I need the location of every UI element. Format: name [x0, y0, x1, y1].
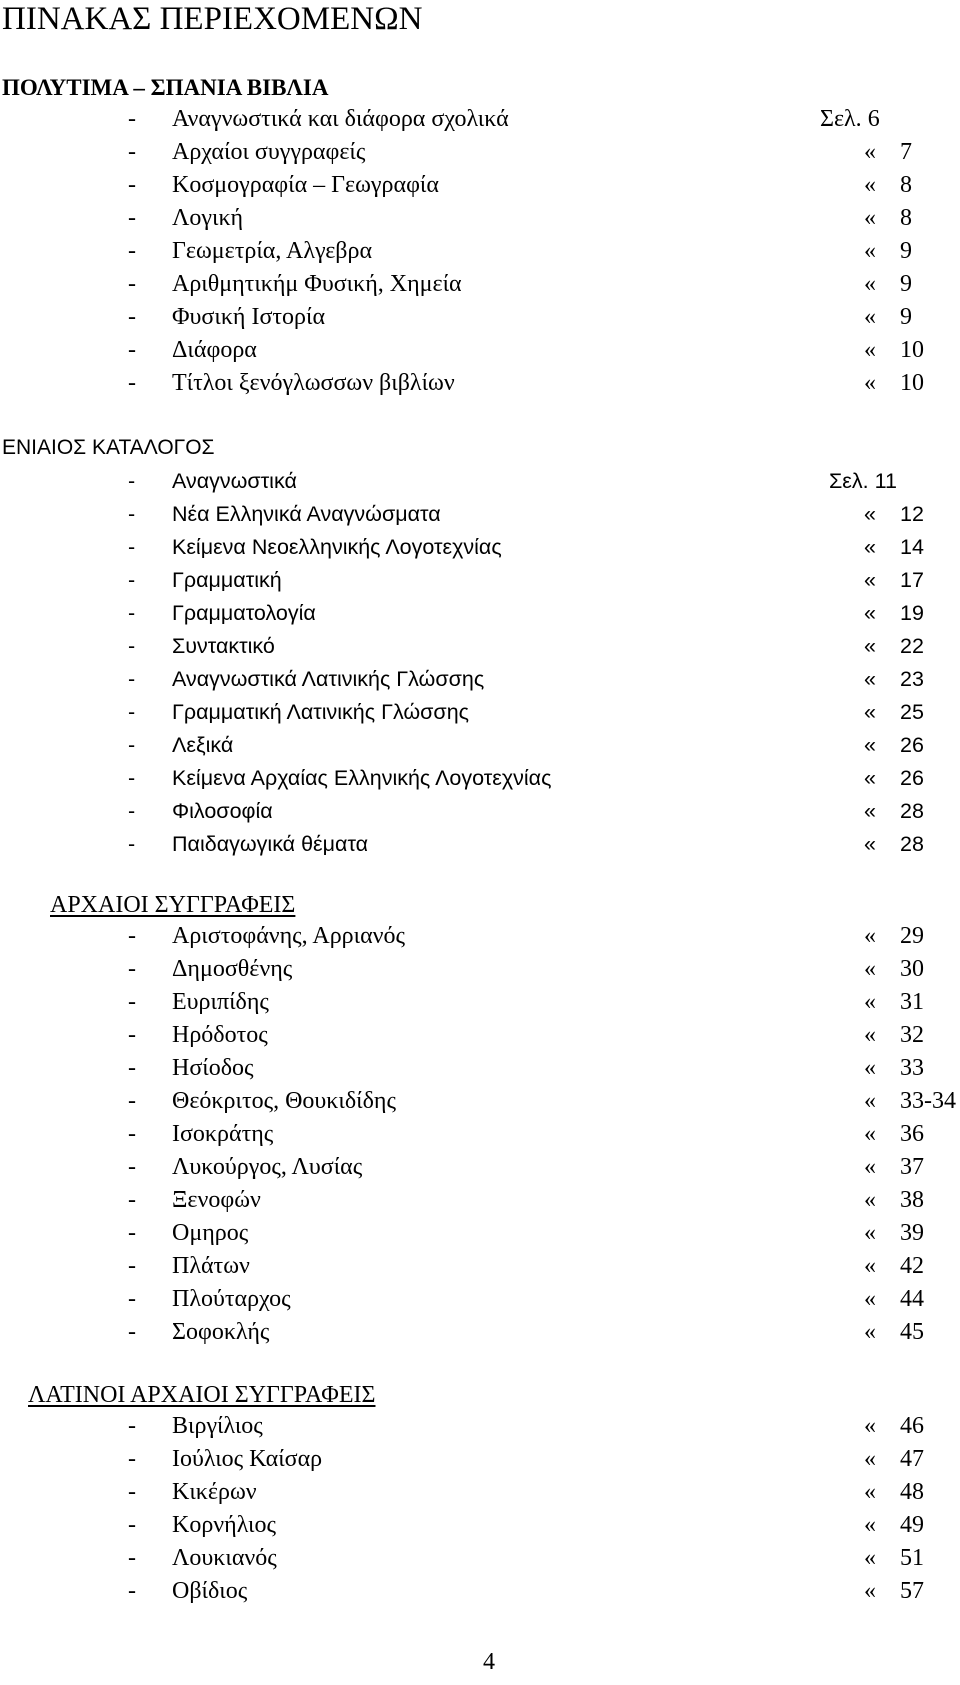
toc-entry-label: Κοσμογραφία – Γεωγραφία — [172, 172, 439, 198]
toc-entry — [0, 367, 960, 399]
toc-entry-page: « 10 — [864, 370, 924, 396]
list-dash: - — [128, 1286, 136, 1312]
toc-entry-label: Ησίοδος — [172, 1055, 254, 1081]
list-dash: - — [128, 667, 136, 691]
toc-entry-label: Συντακτικό — [172, 634, 275, 658]
toc-entry-label: Πλάτων — [172, 1253, 250, 1279]
toc-entry-page: « 28 — [864, 832, 924, 856]
list-dash: - — [128, 271, 136, 297]
toc-entry-page: « 46 — [864, 1413, 924, 1439]
toc-entry-label: Γραμματολογία — [172, 601, 316, 625]
toc-entry-page: « 36 — [864, 1121, 924, 1147]
list-dash: - — [128, 634, 136, 658]
list-dash: - — [128, 1121, 136, 1147]
list-dash: - — [128, 1446, 136, 1472]
toc-entry-page: « 25 — [864, 700, 924, 724]
toc-entry-label: Σοφοκλής — [172, 1319, 270, 1345]
section-heading: ΠΟΛΥΤΙΜΑ – ΣΠΑΝΙΑ ΒΙΒΛΙΑ — [2, 75, 329, 100]
toc-entry — [0, 169, 960, 201]
toc-entry-label: Αριθμητικήμ Φυσική, Χημεία — [172, 271, 462, 297]
list-dash: - — [128, 469, 136, 493]
list-dash: - — [128, 989, 136, 1015]
toc-entry-page: « 48 — [864, 1479, 924, 1505]
toc-entry — [0, 268, 960, 300]
toc-entry-label: Ιούλιος Καίσαρ — [172, 1446, 323, 1472]
toc-entry-label: Αναγνωστικά Λατινικής Γλώσσης — [172, 667, 485, 691]
toc-entry — [0, 1575, 960, 1607]
list-dash: - — [128, 1088, 136, 1114]
toc-entry-label: Ηρόδοτος — [172, 1022, 268, 1048]
toc-entry — [0, 202, 960, 234]
toc-entry-page: « 57 — [864, 1578, 924, 1604]
toc-entry-page: « 32 — [864, 1022, 924, 1048]
toc-entry-page: « 14 — [864, 535, 924, 559]
toc-entry-label: Πλούταρχος — [172, 1286, 291, 1312]
list-dash: - — [128, 1319, 136, 1345]
toc-entry — [0, 828, 960, 860]
toc-entry — [0, 1019, 960, 1051]
toc-entry-label: Ξενοφών — [172, 1187, 261, 1213]
toc-entry-page: « 19 — [864, 601, 924, 625]
list-dash: - — [128, 1578, 136, 1604]
toc-entry — [0, 986, 960, 1018]
toc-entry — [0, 920, 960, 952]
toc-entry-page: « 51 — [864, 1545, 924, 1571]
list-dash: - — [128, 1413, 136, 1439]
toc-entry-page: « 9 — [864, 304, 912, 330]
toc-entry-page: « 33 — [864, 1055, 924, 1081]
list-dash: - — [128, 502, 136, 526]
toc-entry-label: Ευριπίδης — [172, 989, 269, 1015]
list-dash: - — [128, 923, 136, 949]
toc-entry-label: Κείμενα Νεοελληνικής Λογοτεχνίας — [172, 535, 502, 559]
toc-entry-label: Ομηρος — [172, 1220, 249, 1246]
toc-entry-label: Οβίδιος — [172, 1578, 248, 1604]
toc-entry-page: « 7 — [864, 139, 912, 165]
toc-entry-page: « 26 — [864, 733, 924, 757]
toc-entry-page: « 42 — [864, 1253, 924, 1279]
toc-entry-label: Κείμενα Αρχαίας Ελληνικής Λογοτεχνίας — [172, 766, 552, 790]
list-dash: - — [128, 700, 136, 724]
toc-entry — [0, 1509, 960, 1541]
toc-entry — [0, 696, 960, 728]
toc-entry-label: Λεξικά — [172, 733, 234, 757]
toc-entry — [0, 465, 960, 497]
list-dash: - — [128, 172, 136, 198]
toc-entry-label: Τίτλοι ξενόγλωσσων βιβλίων — [172, 370, 455, 396]
toc-entry — [0, 103, 960, 135]
list-dash: - — [128, 1154, 136, 1180]
toc-entry-label: Ισοκράτης — [172, 1121, 274, 1147]
toc-entry-label: Κορνήλιος — [172, 1512, 277, 1538]
toc-entry-page: « 26 — [864, 766, 924, 790]
list-dash: - — [128, 337, 136, 363]
toc-entry — [0, 1052, 960, 1084]
toc-entry-page: « 9 — [864, 238, 912, 264]
list-dash: - — [128, 799, 136, 823]
toc-entry — [0, 1217, 960, 1249]
toc-entry-page: « 28 — [864, 799, 924, 823]
list-dash: - — [128, 1220, 136, 1246]
list-dash: - — [128, 1512, 136, 1538]
toc-entry — [0, 564, 960, 596]
toc-entry — [0, 301, 960, 333]
toc-entry-label: Αριστοφάνης, Αρριανός — [172, 923, 406, 949]
toc-entry-page: Σελ. 11 — [829, 469, 897, 493]
toc-entry — [0, 334, 960, 366]
toc-entry — [0, 1118, 960, 1150]
toc-entry-page: « 39 — [864, 1220, 924, 1246]
toc-entry-page: « 29 — [864, 923, 924, 949]
toc-entry — [0, 1151, 960, 1183]
toc-entry — [0, 953, 960, 985]
toc-entry — [0, 1250, 960, 1282]
toc-entry-label: Βιργίλιος — [172, 1413, 263, 1439]
list-dash: - — [128, 205, 136, 231]
toc-entry-label: Αρχαίοι συγγραφείς — [172, 139, 366, 165]
page-number: 4 — [483, 1649, 495, 1675]
list-dash: - — [128, 832, 136, 856]
toc-entry-page: « 8 — [864, 205, 912, 231]
toc-entry-label: Λουκιανός — [172, 1545, 277, 1571]
list-dash: - — [128, 106, 136, 132]
toc-entry — [0, 795, 960, 827]
toc-entry — [0, 663, 960, 695]
toc-entry-page: « 47 — [864, 1446, 924, 1472]
toc-entry-page: « 22 — [864, 634, 924, 658]
toc-entry — [0, 1542, 960, 1574]
toc-entry-label: Λυκούργος, Λυσίας — [172, 1154, 363, 1180]
list-dash: - — [128, 956, 136, 982]
toc-entry — [0, 1085, 960, 1117]
toc-entry-page: « 31 — [864, 989, 924, 1015]
toc-entry-page: « 45 — [864, 1319, 924, 1345]
toc-entry — [0, 762, 960, 794]
section-heading: ΑΡΧΑΙΟΙ ΣΥΓΓΡΑΦΕΙΣ — [50, 892, 296, 918]
toc-entry-page: « 44 — [864, 1286, 924, 1312]
list-dash: - — [128, 601, 136, 625]
toc-entry-label: Γραμματική Λατινικής Γλώσσης — [172, 700, 470, 724]
list-dash: - — [128, 1253, 136, 1279]
toc-entry-label: Αναγνωστικά — [172, 469, 297, 493]
toc-entry-page: « 8 — [864, 172, 912, 198]
toc-entry-label: Παιδαγωγικά θέματα — [172, 832, 369, 856]
toc-entry — [0, 531, 960, 563]
page-title: ΠΙΝΑΚΑΣ ΠΕΡΙΕΧΟΜΕΝΩΝ — [2, 1, 423, 37]
toc-entry-page: « 30 — [864, 956, 924, 982]
toc-entry-label: Δημοσθένης — [172, 956, 293, 982]
toc-entry — [0, 630, 960, 662]
list-dash: - — [128, 139, 136, 165]
toc-entry — [0, 1316, 960, 1348]
toc-entry-label: Λογική — [172, 205, 244, 231]
toc-entry-page: « 38 — [864, 1187, 924, 1213]
toc-entry-page: « 37 — [864, 1154, 924, 1180]
toc-entry-label: Γεωμετρία, Αλγεβρα — [172, 238, 373, 264]
section-heading: ΕΝΙΑΙΟΣ ΚΑΤΑΛΟΓΟΣ — [2, 436, 215, 459]
toc-entry-label: Θεόκριτος, Θουκιδίδης — [172, 1088, 396, 1114]
list-dash: - — [128, 1479, 136, 1505]
toc-entry-label: Διάφορα — [172, 337, 257, 363]
toc-entry-label: Φυσική Ιστορία — [172, 304, 326, 330]
toc-entry-label: Αναγνωστικά και διάφορα σχολικά — [172, 106, 509, 132]
list-dash: - — [128, 1022, 136, 1048]
list-dash: - — [128, 238, 136, 264]
toc-entry — [0, 1283, 960, 1315]
list-dash: - — [128, 304, 136, 330]
list-dash: - — [128, 766, 136, 790]
toc-entry-label: Κικέρων — [172, 1479, 257, 1505]
list-dash: - — [128, 535, 136, 559]
toc-entry-page: « 23 — [864, 667, 924, 691]
list-dash: - — [128, 1187, 136, 1213]
toc-entry-label: Νέα Ελληνικά Αναγνώσματα — [172, 502, 441, 526]
toc-entry-page: « 10 — [864, 337, 924, 363]
toc-entry — [0, 1184, 960, 1216]
list-dash: - — [128, 568, 136, 592]
toc-entry-label: Γραμματική — [172, 568, 282, 592]
toc-entry — [0, 136, 960, 168]
toc-entry — [0, 1410, 960, 1442]
toc-entry-page: « 9 — [864, 271, 912, 297]
toc-entry — [0, 1443, 960, 1475]
list-dash: - — [128, 1055, 136, 1081]
toc-entry — [0, 235, 960, 267]
toc-entry — [0, 1476, 960, 1508]
toc-entry — [0, 498, 960, 530]
toc-entry — [0, 597, 960, 629]
list-dash: - — [128, 733, 136, 757]
section-heading: ΛΑΤΙΝΟΙ ΑΡΧΑΙΟΙ ΣΥΓΓΡΑΦΕΙΣ — [28, 1382, 376, 1408]
toc-entry — [0, 729, 960, 761]
toc-entry-page: Σελ. 6 — [820, 106, 880, 132]
toc-entry-page: « 17 — [864, 568, 924, 592]
toc-entry-label: Φιλοσοφία — [172, 799, 273, 823]
toc-entry-page: « 49 — [864, 1512, 924, 1538]
list-dash: - — [128, 370, 136, 396]
list-dash: - — [128, 1545, 136, 1571]
toc-entry-page: « 33-34 — [864, 1088, 956, 1114]
toc-entry-page: « 12 — [864, 502, 924, 526]
